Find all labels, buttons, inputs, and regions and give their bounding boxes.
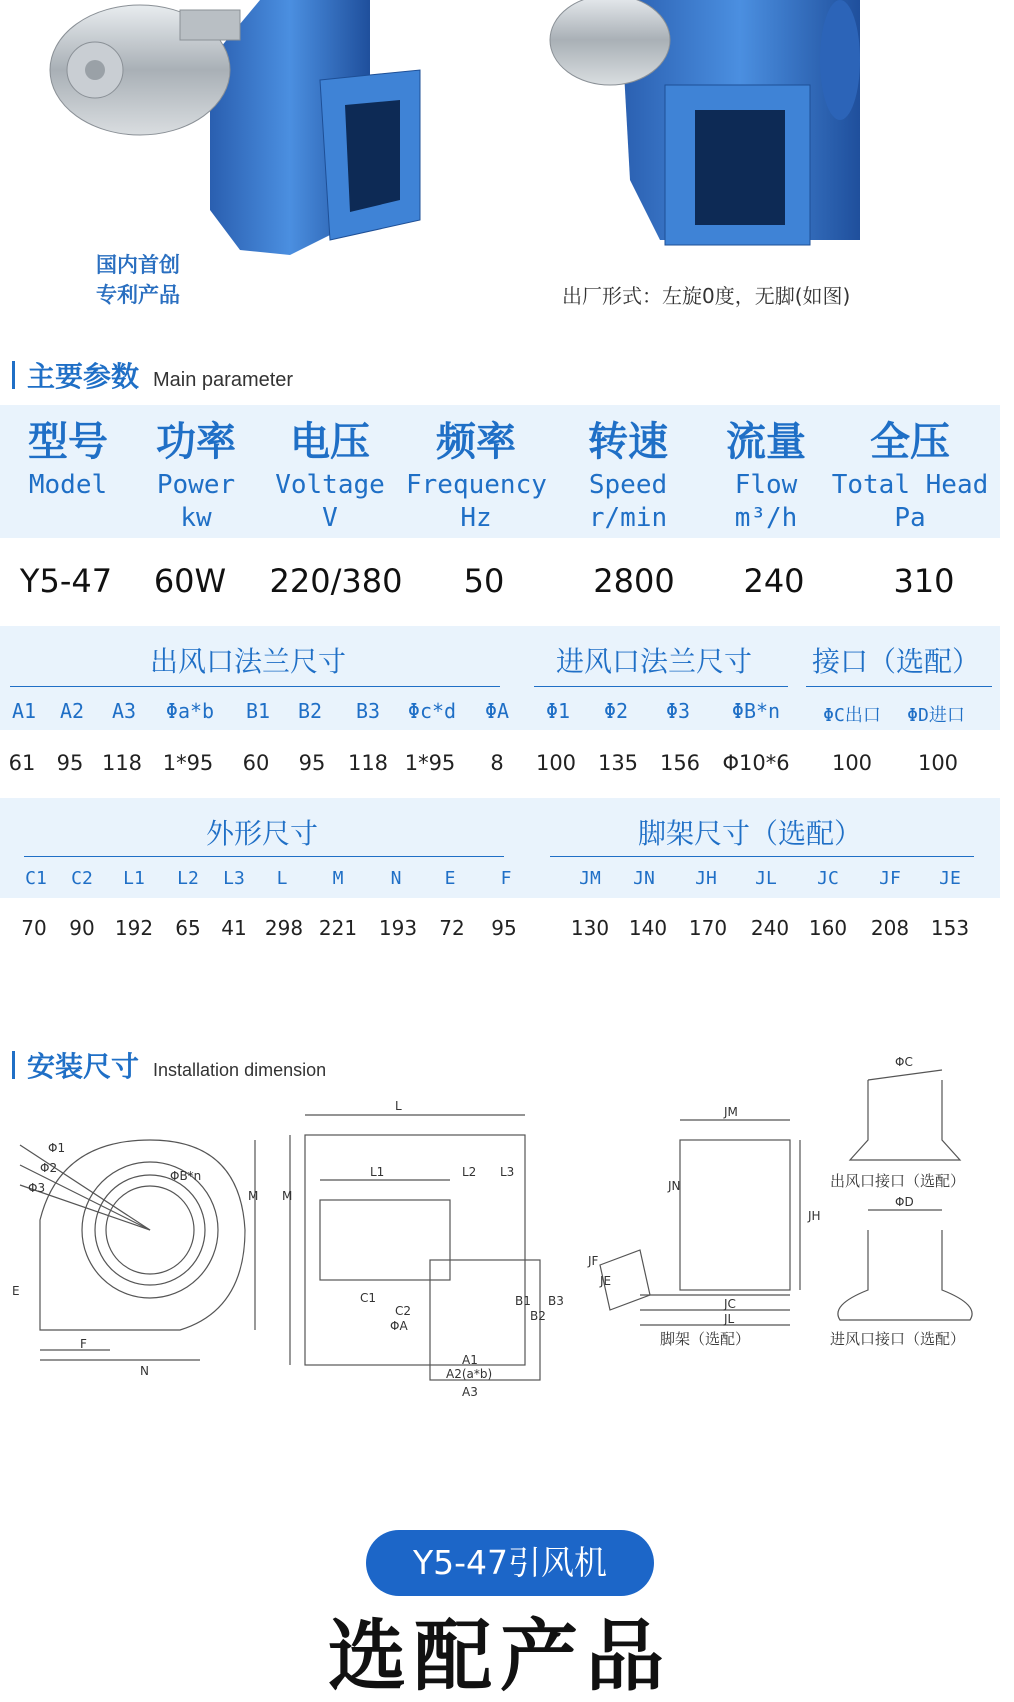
col-en: Frequency: [406, 470, 547, 500]
val-phi-d-inlet: 100: [917, 751, 959, 775]
hdr-jm: JM: [579, 868, 601, 889]
col-unit: Pa: [894, 503, 926, 533]
section-title-cn: 主要参数: [27, 360, 140, 393]
col-model: [0, 415, 138, 502]
hdr-a1: A1: [11, 699, 37, 723]
col-cn: 功率: [156, 419, 236, 465]
val-a1: 61: [8, 751, 36, 775]
val-n: 193: [378, 916, 418, 940]
hdr-phi-cd: Φc*d: [407, 699, 457, 723]
col-total-head: [815, 415, 1005, 535]
caption-line-2: 专利产品: [96, 283, 180, 307]
svg-text:JE: JE: [600, 1274, 612, 1288]
outlet-interface-label: 出风口接口（选配）: [830, 1172, 966, 1190]
hdr-jh: JH: [695, 868, 717, 889]
svg-text:F: F: [80, 1337, 87, 1351]
svg-text:L2: L2: [462, 1165, 477, 1179]
svg-text:JF: JF: [588, 1254, 599, 1268]
hdr-jc: JC: [817, 868, 839, 889]
section-title-en: Main parameter: [153, 369, 294, 391]
val-phi-bn: Φ10*6: [722, 751, 790, 775]
svg-text:A3: A3: [462, 1385, 478, 1399]
section-title-cn: 安装尺寸: [27, 1050, 140, 1083]
outline-rule: [24, 856, 504, 857]
val-total-head: 310: [893, 562, 955, 600]
val-b2: 95: [298, 751, 326, 775]
val-phi-cd: 1*95: [404, 751, 456, 775]
hdr-a3: A3: [111, 699, 137, 723]
svg-text:C2: C2: [395, 1304, 412, 1318]
svg-text:Φ3: Φ3: [28, 1181, 46, 1195]
inlet-interface-label: 进风口接口（选配）: [830, 1330, 966, 1348]
col-en: Total Head: [831, 470, 989, 500]
hdr-f: F: [500, 868, 512, 889]
col-speed: [558, 415, 698, 535]
stand-frame: [680, 1140, 790, 1290]
val-l3: 41: [221, 916, 247, 940]
col-cn: 流量: [726, 419, 806, 465]
svg-text:B3: B3: [548, 1294, 564, 1308]
hdr-l3: L3: [223, 868, 245, 889]
hdr-m: M: [332, 868, 344, 889]
hdr-jn: JN: [633, 868, 655, 889]
col-unit: r/min: [588, 503, 668, 533]
section-title-en: Installation dimension: [153, 1060, 327, 1080]
val-jl: 240: [750, 916, 790, 940]
val-l1: 192: [114, 916, 154, 940]
val-phi-a: 8: [490, 751, 504, 775]
val-phi1: 100: [535, 751, 577, 775]
col-en: Voltage: [275, 470, 385, 500]
fan-photo-left: [40, 0, 440, 260]
interface-title: 接口（选配）: [812, 645, 981, 678]
hdr-phi1: Φ1: [545, 699, 571, 723]
hdr-phi-ab: Φa*b: [165, 699, 215, 723]
svg-text:ΦA: ΦA: [390, 1319, 408, 1333]
col-en: Power: [156, 470, 236, 500]
val-l: 298: [264, 916, 304, 940]
col-unit: Hz: [460, 503, 492, 533]
hdr-phi-c-outlet: ΦC出口: [823, 705, 881, 726]
svg-text:A1: A1: [462, 1353, 478, 1367]
outlet-flange-rule: [10, 686, 500, 687]
fan-photo-right: [540, 0, 900, 260]
col-unit: V: [322, 503, 338, 533]
val-a2: 95: [56, 751, 84, 775]
optional-products-title: 选配产品: [327, 1612, 672, 1702]
hdr-phi3: Φ3: [665, 699, 691, 723]
val-e: 72: [439, 916, 465, 940]
svg-text:M: M: [282, 1189, 293, 1203]
col-voltage: [260, 415, 400, 535]
hdr-l: L: [276, 868, 288, 889]
val-phi-c-outlet: 100: [831, 751, 873, 775]
svg-text:ΦB*n: ΦB*n: [170, 1169, 202, 1183]
svg-text:L1: L1: [370, 1165, 385, 1179]
svg-text:ΦC: ΦC: [895, 1055, 913, 1069]
section-bar: [12, 1051, 15, 1079]
hdr-c1: C1: [25, 868, 47, 889]
svg-text:JN: JN: [668, 1179, 681, 1193]
svg-text:Φ1: Φ1: [48, 1141, 66, 1155]
hdr-b2: B2: [297, 699, 323, 723]
svg-text:JC: JC: [724, 1297, 736, 1311]
val-jc: 160: [808, 916, 848, 940]
col-power: [126, 415, 266, 535]
model-pill: Y5-47引风机: [366, 1530, 654, 1596]
outlet-flange-title: 出风口法兰尺寸: [150, 645, 347, 678]
patent-caption: [96, 250, 180, 310]
hdr-phi2: Φ2: [603, 699, 629, 723]
svg-text:B1: B1: [515, 1294, 531, 1308]
val-phi3: 156: [659, 751, 701, 775]
val-f: 95: [491, 916, 517, 940]
stand-label: 脚架（选配）: [660, 1330, 751, 1348]
svg-text:JM: JM: [724, 1105, 738, 1119]
hdr-phi-a: ΦA: [484, 699, 510, 723]
inlet-flange-title: 进风口法兰尺寸: [556, 645, 753, 678]
col-unit: kw: [180, 503, 212, 533]
product-photos: [0, 0, 1000, 330]
col-unit: m³/h: [734, 503, 798, 533]
scroll-casing: [40, 1140, 245, 1330]
col-cn: 电压: [290, 419, 370, 465]
col-en: Model: [28, 470, 108, 500]
svg-text:Φ2: Φ2: [40, 1161, 58, 1175]
outline-title: 外形尺寸: [206, 817, 319, 850]
inlet-interface-shape: [838, 1230, 972, 1320]
val-b3: 118: [347, 751, 389, 775]
interface-rule: [806, 686, 992, 687]
stand-rule: [550, 856, 974, 857]
svg-text:B2: B2: [530, 1309, 546, 1323]
main-parameter-header: [12, 355, 293, 395]
val-l2: 65: [175, 916, 201, 940]
hdr-je: JE: [939, 868, 961, 889]
val-jn: 140: [628, 916, 668, 940]
col-cn: 型号: [28, 419, 108, 465]
outlet-interface-shape: [850, 1080, 960, 1160]
side-outline: [305, 1135, 525, 1365]
val-jm: 130: [570, 916, 610, 940]
factory-form-caption: 出厂形式：左旋0度，无脚(如图): [562, 284, 851, 308]
hdr-b1: B1: [245, 699, 271, 723]
svg-text:M: M: [248, 1189, 259, 1203]
hdr-a2: A2: [59, 699, 85, 723]
val-frequency: 50: [463, 562, 505, 600]
main-table-header: [0, 405, 1000, 538]
val-m: 221: [318, 916, 358, 940]
svg-text:ΦD: ΦD: [895, 1195, 914, 1209]
val-speed: 2800: [593, 562, 675, 600]
hdr-c2: C2: [71, 868, 93, 889]
section-bar: [12, 361, 15, 389]
hdr-b3: B3: [355, 699, 381, 723]
val-jf: 208: [870, 916, 910, 940]
val-phi2: 135: [597, 751, 639, 775]
svg-text:N: N: [140, 1364, 149, 1378]
val-power: 60W: [153, 562, 227, 600]
col-cn: 频率: [436, 419, 516, 465]
hdr-l1: L1: [123, 868, 145, 889]
val-jh: 170: [688, 916, 728, 940]
hdr-e: E: [444, 868, 456, 889]
stand-title: 脚架尺寸（选配）: [638, 817, 863, 850]
hdr-jl: JL: [755, 868, 777, 889]
svg-text:JH: JH: [808, 1209, 821, 1223]
hdr-n: N: [390, 868, 402, 889]
val-b1: 60: [242, 751, 270, 775]
val-je: 153: [930, 916, 970, 940]
val-c2: 90: [69, 916, 95, 940]
col-cn: 转速: [588, 419, 668, 465]
col-cn: 全压: [870, 419, 950, 465]
val-a3: 118: [101, 751, 143, 775]
svg-text:L3: L3: [500, 1165, 515, 1179]
svg-text:C1: C1: [360, 1291, 377, 1305]
caption-line-1: 国内首创: [96, 253, 180, 277]
val-model: Y5-47: [19, 562, 113, 600]
col-en: Flow: [734, 470, 798, 500]
col-en: Speed: [588, 470, 668, 500]
inlet-flange-rule: [534, 686, 788, 687]
hdr-jf: JF: [879, 868, 901, 889]
hdr-l2: L2: [177, 868, 199, 889]
svg-text:A2(a*b): A2(a*b): [446, 1367, 493, 1381]
val-c1: 70: [21, 916, 47, 940]
svg-text:L: L: [395, 1099, 402, 1113]
hdr-phi-bn: ΦB*n: [731, 699, 781, 723]
svg-text:E: E: [12, 1284, 20, 1298]
val-phi-ab: 1*95: [162, 751, 214, 775]
outlet-flange: [430, 1260, 540, 1380]
val-voltage: 220/380: [269, 562, 403, 600]
svg-text:JL: JL: [724, 1312, 735, 1326]
val-flow: 240: [743, 562, 805, 600]
hdr-phi-d-inlet: ΦD进口: [907, 705, 965, 726]
install-header: [12, 1045, 326, 1085]
col-frequency: [406, 415, 546, 535]
